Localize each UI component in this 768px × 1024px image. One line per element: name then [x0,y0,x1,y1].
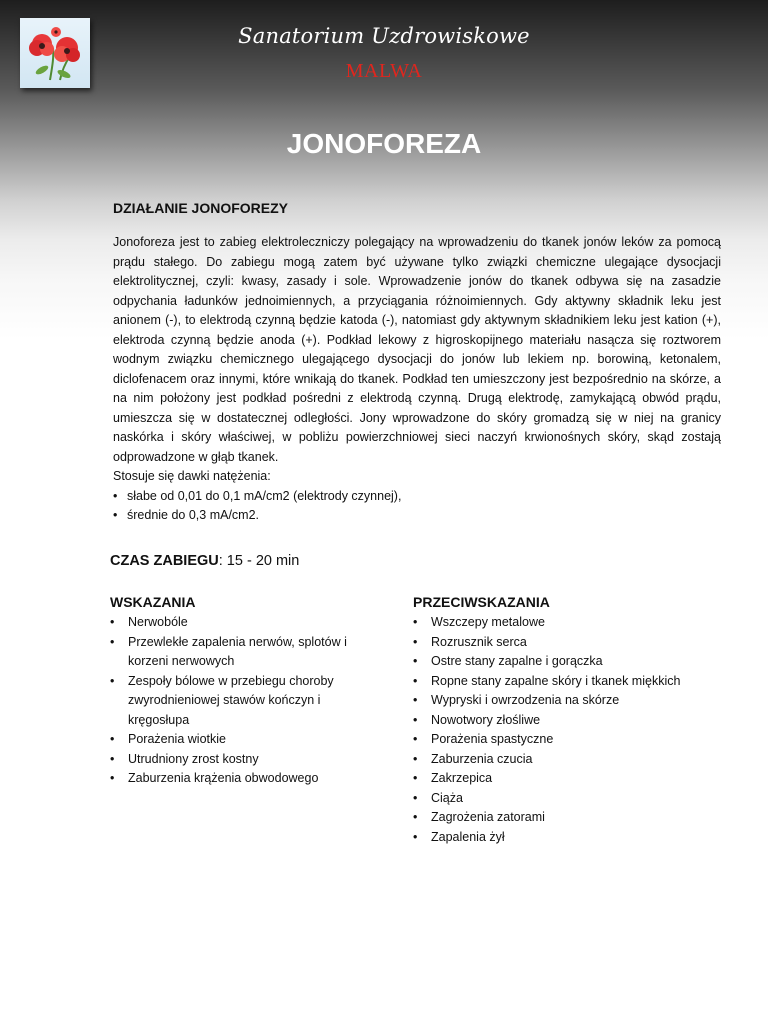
duration [110,553,299,569]
list-item: • Zakrzepica [413,769,713,789]
page-title: JONOFOREZA [286,128,482,159]
brand-subname: MALWA [345,60,423,82]
list-item: • Nerwobóle [110,613,380,633]
contraindications-list [413,613,713,847]
dose-item: • słabe od 0,01 do 0,1 mA/cm2 (elektrody czynnej), [113,487,721,507]
list-item: • Nowotwory złośliwe [413,711,713,731]
list-item: • Wszczepy metalowe [413,613,713,633]
indications-heading: WSKAZANIA [110,594,196,610]
indications-list [110,613,380,789]
indications-column [110,593,380,789]
duration-label: CZAS ZABIEGU [110,553,219,569]
list-item: • Porażenia spastyczne [413,730,713,750]
action-description [113,233,721,526]
list-item: • Porażenia wiotkie [110,730,380,750]
action-paragraph: Jonoforeza jest to zabieg elektroleczniczy polegający na wprowadzeniu do tkanek jonów leków za pomocą prądu stałego. Do zabiegu mogą zatem być używane tylko związki chemiczne ulegające dysocjacji elektrolitycznej, czyli: kwasy, zasady i sole. Wprowadzenie jonów do tkanek odbywa się na zasadzie odpychania ładunków jednoimiennych, a przyciągania różnoimiennych. Gdy aktywny składnik leku jest anionem (-), to elektrodą czynną będzie katoda (-), natomiast gdy aktywnym składnikiem leku jest kation (+), elektroda czynną będzie anoda (+). Podkład lekowy z higroskopijnego materiału nasącza się roztworem wodnym związku chemicznego ulegającego dysocjacji do jonów lub lekiem np. borowiną, ketonalem, diclofenacem oraz innymi, które wnikają do tkanek. Podkład ten umieszczony jest bezpośrednio na skórze, a na nim położony jest podkład pośredni z elektrodą czynną. Drugą elektrodę, zamykającą obwód prądu, umieszcza się w dostatecznej odległości. Jony wprowadzone do skóry gromadzą się w niej na granicy naskórka i skóry właściwej, w pobliżu powierzchniowej sieci naczyń krwionośnych skóry, skąd zostają odprowadzone w głąb tkanek. [113,235,721,464]
dose-intro: Stosuje się dawki natężenia: [113,469,271,483]
list-item: • Zaburzenia krążenia obwodowego [110,769,380,789]
list-item: • Ciąża [413,789,713,809]
list-item: • Zespoły bólowe w przebiegu choroby zwyrodnieniowej stawów kończyn i kręgosłupa [110,672,380,731]
list-item: • Ostre stany zapalne i gorączka [413,652,713,672]
list-item: • Przewlekłe zapalenia nerwów, splotów i korzeni nerwowych [110,633,380,672]
action-section-heading: DZIAŁANIE JONOFOREZY [113,200,289,216]
duration-value: : 15 - 20 min [218,553,300,569]
list-item: • Ropne stany zapalne skóry i tkanek miękkich [413,672,713,692]
contraindications-column [413,593,713,847]
list-item: • Zagrożenia zatorami [413,808,713,828]
contraindications-heading: PRZECIWSKAZANIA [413,594,550,610]
list-item: • Utrudniony zrost kostny [110,750,380,770]
dose-item: • średnie do 0,3 mA/cm2. [113,506,721,526]
dose-list [113,487,721,526]
list-item: • Wypryski i owrzodzenia na skórze [413,691,713,711]
list-item: • Zapalenia żył [413,828,713,848]
list-item: • Zaburzenia czucia [413,750,713,770]
brand-name: Sanatorium Uzdrowiskowe [238,24,530,48]
list-item: • Rozrusznik serca [413,633,713,653]
